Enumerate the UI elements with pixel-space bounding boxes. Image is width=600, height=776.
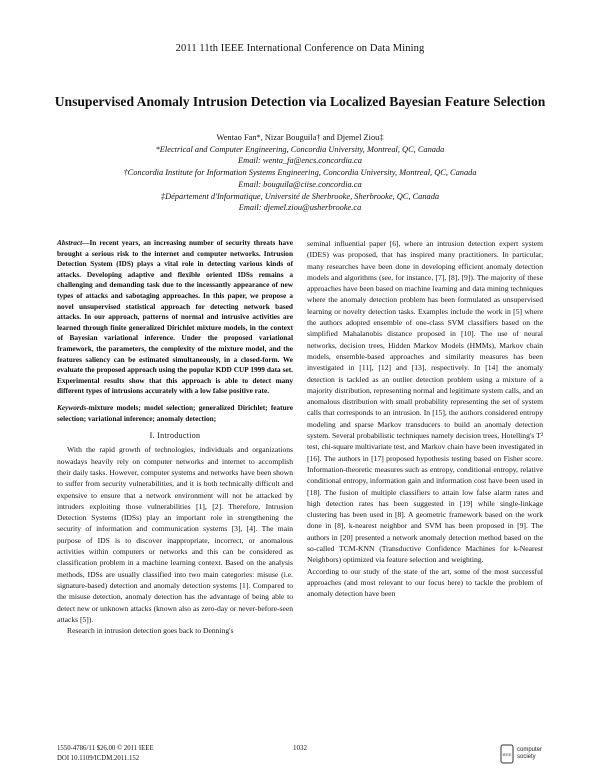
abstract-label: Abstract [57,238,83,247]
paper-title: Unsupervised Anomaly Intrusion Detection via Localized Bayesian Feature Selection [54,94,546,109]
right-column [307,238,543,600]
keywords [57,403,293,424]
section-heading-introduction: I. Introduction [149,431,201,441]
body-paragraph-2: According to our study of the state of the art, some of the most successful approaches (and most relevant to our focus here) to tackle the problem of anomaly detection have been [307,566,543,599]
affiliation-3: ‡Département d'Informatique, Université de Sherbrooke, Sherbrooke, QC, Canada [160,191,440,201]
keywords-text: -mixture models; model selection; generalized Dirichlet; feature selection; variational inference; anomaly detection; [57,402,293,423]
abstract [57,238,293,397]
logo-line-2: society [517,753,536,760]
keywords-label: Keywords [57,402,87,412]
affiliation-1: *Electrical and Computer Engineering, Concordia University, Montreal, QC, Canada [155,144,445,154]
logo-label [517,747,542,760]
footer-issn: 1550-4786/11 $26.00 © 2011 IEEE [57,745,154,752]
email-1: Email: wenta_fa@encs.concordia.ca [238,156,362,166]
conference-header: 2011 11th IEEE International Conference on Data Mining [175,43,425,54]
intro-paragraph-2: Research in intrusion detection goes back to Denning's [67,626,234,636]
left-column [57,238,293,636]
email-3: Email: djemel.ziou@usherbrooke.ca [238,203,362,213]
ieee-logo-icon [500,744,514,764]
email-2: Email: bouguila@ciise.concordia.ca [238,179,362,189]
footer-doi: DOI 10.1109/ICDM.2011.152 [57,754,140,762]
author-block [0,132,600,214]
author-names: Wentao Fan*, Nizar Bouguila† and Djemel Ziou‡ [216,133,384,142]
computer-society-logo [500,741,548,767]
intro-paragraph-1: With the rapid growth of technologies, individuals and organizations nowadays heavily rely on computer networks and internet to accomplish their daily tasks. However, computer systems and networks have been shown to suffer from security vulnerabilities, and it is both technically difficult and expensive to ensure that a network environment will not be attacked by intruders exploiting those vulnerabilities [1], [2]. Therefore, Intrusion Detection Systems (IDSs) play an important role in strengthening the security of information and communication systems [3], [4]. The main purpose of IDS is to discover inappropriate, incorrect, or anomalous activities within computers or networks and this can be considered as classification problem in a machine learning context. Based on the analysis methods, IDSs are usually classified into two main categories: misuse (i.e. signature-based) detection and anomaly detection systems [1]. Compared to the misuse detection, anomaly detection has the advantage of being able to detect new or unknown attacks (known also as zero-day or never-before-seen attacks [5]). [57,445,293,624]
body-paragraph-1: seminal influential paper [6], where an intrusion detection expert system (IDES) was proposed, that has inspired many practitioners. In particular, many researches have been done in developing efficient anomaly detection models and algorithms (see, for instance, [7], [8], [9]). The majority of these approaches have been based on machine learning and data mining techniques where the anomaly detection problem has been formulated as unsupervised learning or novelty detection tasks. Examples include the work in [5] where the authors adopted ensemble of one-class SVM classifiers based on the simplified Mahalanobis distance proposed in [10]. The use of neural networks, decision trees, Hidden Markov Models (HMMs), Markov chain models, ensemble-based approaches and similarity measures has been investigated in [11], [12] and [13], respectively. In [14] the anomaly detection is tackled as an outlier detection problem using a mixture of a majority distribution, representing normal and legitimate system calls, and an anomalous distribution with small probability representing the set of system calls that corresponds to an intrusion. In [15], the authors considered entropy modeling and sparse Markov transducers to build an anomaly detection system. Several probabilistic techniques namely decision trees, Hotelling's T² test, chi-square multivariate test, and Markov chain have been investigated in [16]. The authors in [17] proposed hypothesis testing based on Fisher score. Information-theoretic measures such as entropy, conditional entropy, relative conditional entropy, information gain and information cost have been used in [18]. The fusion of multiple classifiers to attain low false alarm rates and high detection rates has been suggested in [19] while single-linkage clustering has been used in [8]. A geometric framework based on the work done in [8], k-nearest neighbor and SVM has been proposed in [9]. The authors in [20] presented a network anomaly detection method based on the so-called TCM-KNN (Transductive Confidence Machines for k-Nearest Neighbors) optimized via feature selection and weighting. [307,239,543,565]
affiliation-2: †Concordia Institute for Information Systems Engineering, Concordia University, Montreal, QC, Canada [123,168,477,178]
abstract-text: —In recent years, an increasing number of security threats have brought a serious risk to the internet and computer networks. Intrusion Detection System (IDS) plays a vital role in detecting various kinds of attacks. Developing adaptive and flexible oriented IDSs remains a challenging and demanding task due to the incessantly appearance of new types of attacks and sabotaging approaches. In this paper, we propose a novel unsupervised statistical approach for detecting network based attacks. In our approach, patterns of normal and intrusive activities are learned through finite generalized Dirichlet mixture models, in the context of Bayesian variational inference. Under the proposed variational framework, the parameters, the complexity of the mixture model, and the features saliency can be estimated simultaneously, in a closed-form. We evaluate the proposed approach using the popular KDD CUP 1999 data set. Experimental results show that this approach is able to detect many different types of intrusions accurately with a low false positive rate. [57,238,293,396]
svg-text:IEEE: IEEE [502,752,512,757]
logo-line-1: computer [517,747,543,753]
page-number: 1032 [293,744,307,752]
